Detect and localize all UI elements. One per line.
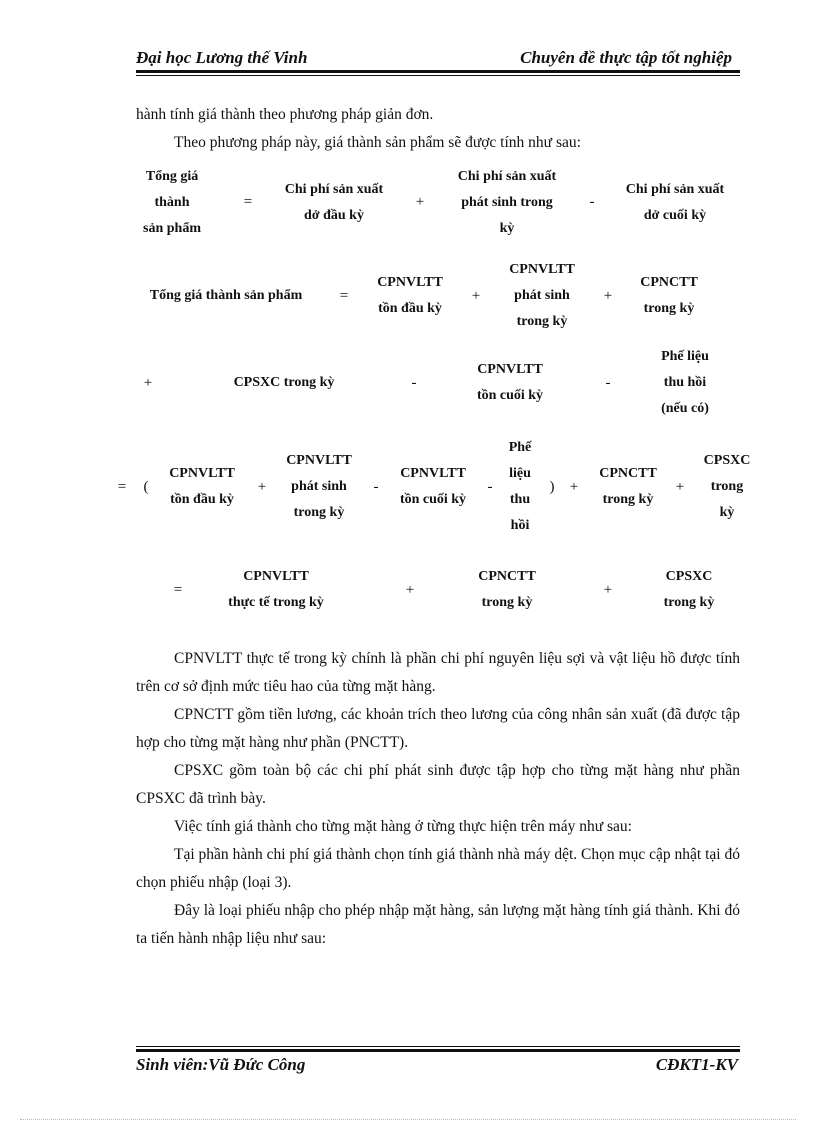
formula4-close-paren: ) bbox=[549, 479, 555, 495]
formula1-term2: Chi phí sản xuất phát sinh trong kỳ bbox=[457, 169, 557, 236]
formula4-term6: CPSXC trong kỳ bbox=[703, 453, 751, 520]
header-rule-thin bbox=[136, 75, 740, 76]
paragraph-voucher: Đây là loại phiếu nhập cho phép nhập mặt hàng, sản lượng mặt hàng tính giá thành. Khi đó ta tiến hành nhập liệu như sau: bbox=[136, 902, 740, 947]
paragraph-cpnctt: CPNCTT gồm tiền lương, các khoản trích theo lương của công nhân sản xuất (đã được tập hợp cho từng mặt hàng như phần (PNCTT). bbox=[136, 706, 740, 751]
formula3-plus: + bbox=[143, 375, 153, 391]
formula5-term3: CPSXC trong kỳ bbox=[663, 569, 715, 610]
footer-rule-thin bbox=[136, 1046, 740, 1047]
header-rule-thick bbox=[136, 70, 740, 73]
intro-line-2: Theo phương pháp này, giá thành sản phẩm sẽ được tính như sau: bbox=[174, 134, 581, 151]
formula1-equals: = bbox=[243, 194, 253, 210]
formula2-plus1: + bbox=[471, 288, 481, 304]
formula1-minus: - bbox=[589, 194, 595, 210]
formula1-term1: Chi phí sản xuất dở đầu kỳ bbox=[284, 182, 384, 223]
paragraph-cpnvltt: CPNVLTT thực tế trong kỳ chính là phần chi phí nguyên liệu sợi và vật liệu hồ được tính trên cơ sở định mức tiêu hao của từng mặt hàng. bbox=[136, 650, 740, 695]
footer-left: Sinh viên:Vũ Đức Công bbox=[136, 1055, 306, 1074]
formula1-term3: Chi phí sản xuất dở cuối kỳ bbox=[625, 182, 725, 223]
formula4-plus1: + bbox=[257, 479, 267, 495]
page-bottom-dotted-line bbox=[20, 1119, 796, 1120]
formula4-term1: CPNVLTT tồn đầu kỳ bbox=[169, 466, 235, 507]
formula4-plus2: + bbox=[569, 479, 579, 495]
intro-line-1: hành tính giá thành theo phương pháp giản đơn. bbox=[136, 106, 434, 123]
header-right: Chuyên đề thực tập tốt nghiệp bbox=[520, 48, 732, 67]
header-left: Đại học Lương thế Vinh bbox=[136, 48, 308, 67]
formula3-term3: Phế liệu thu hồi (nếu có) bbox=[661, 349, 709, 416]
formula4-term2: CPNVLTT phát sinh trong kỳ bbox=[286, 453, 352, 520]
formula3-minus2: - bbox=[605, 375, 611, 391]
formula4-open-paren: ( bbox=[143, 479, 149, 495]
paragraph-cpsxc: CPSXC gồm toàn bộ các chi phí phát sinh được tập hợp cho từng mặt hàng như phần CPSXC đã trình bày. bbox=[136, 762, 740, 807]
formula4-minus2: - bbox=[487, 479, 493, 495]
formula1-lhs: Tổng giá thành sản phẩm bbox=[143, 169, 201, 236]
formula2-term1: CPNVLTT tồn đầu kỳ bbox=[377, 275, 443, 316]
footer-rule-thick bbox=[136, 1049, 740, 1052]
formula2-plus2: + bbox=[603, 288, 613, 304]
formula3-term1: CPSXC trong kỳ bbox=[233, 375, 335, 390]
formula5-equals: = bbox=[173, 582, 183, 598]
formula3-minus1: - bbox=[411, 375, 417, 391]
formula2-equals: = bbox=[339, 288, 349, 304]
formula2-term2: CPNVLTT phát sinh trong kỳ bbox=[509, 262, 575, 329]
paragraph-module: Tại phần hành chi phí giá thành chọn tính giá thành nhà máy dệt. Chọn mục cập nhật tại đó chọn phiếu nhập (loại 3). bbox=[136, 846, 740, 891]
formula4-equals: = bbox=[117, 479, 127, 495]
formula4-term4: Phế liệu thu hồi bbox=[508, 440, 532, 533]
formula2-lhs: Tổng giá thành sản phẩm bbox=[149, 288, 303, 303]
formula5-term1: CPNVLTT thực tế trong kỳ bbox=[228, 569, 324, 610]
formula5-plus1: + bbox=[405, 582, 415, 598]
formula2-term3: CPNCTT trong kỳ bbox=[640, 275, 698, 316]
formula1-plus: + bbox=[415, 194, 425, 210]
formula4-term5: CPNCTT trong kỳ bbox=[599, 466, 657, 507]
formula4-term3: CPNVLTT tồn cuối kỳ bbox=[399, 466, 467, 507]
formula5-term2: CPNCTT trong kỳ bbox=[478, 569, 536, 610]
formula3-term2: CPNVLTT tồn cuối kỳ bbox=[476, 362, 544, 403]
formula4-minus1: - bbox=[373, 479, 379, 495]
formula4-plus3: + bbox=[675, 479, 685, 495]
footer-right: CĐKT1-KV bbox=[655, 1055, 738, 1074]
paragraph-method: Việc tính giá thành cho từng mặt hàng ở từng thực hiện trên máy như sau: bbox=[174, 818, 632, 835]
formula5-plus2: + bbox=[603, 582, 613, 598]
